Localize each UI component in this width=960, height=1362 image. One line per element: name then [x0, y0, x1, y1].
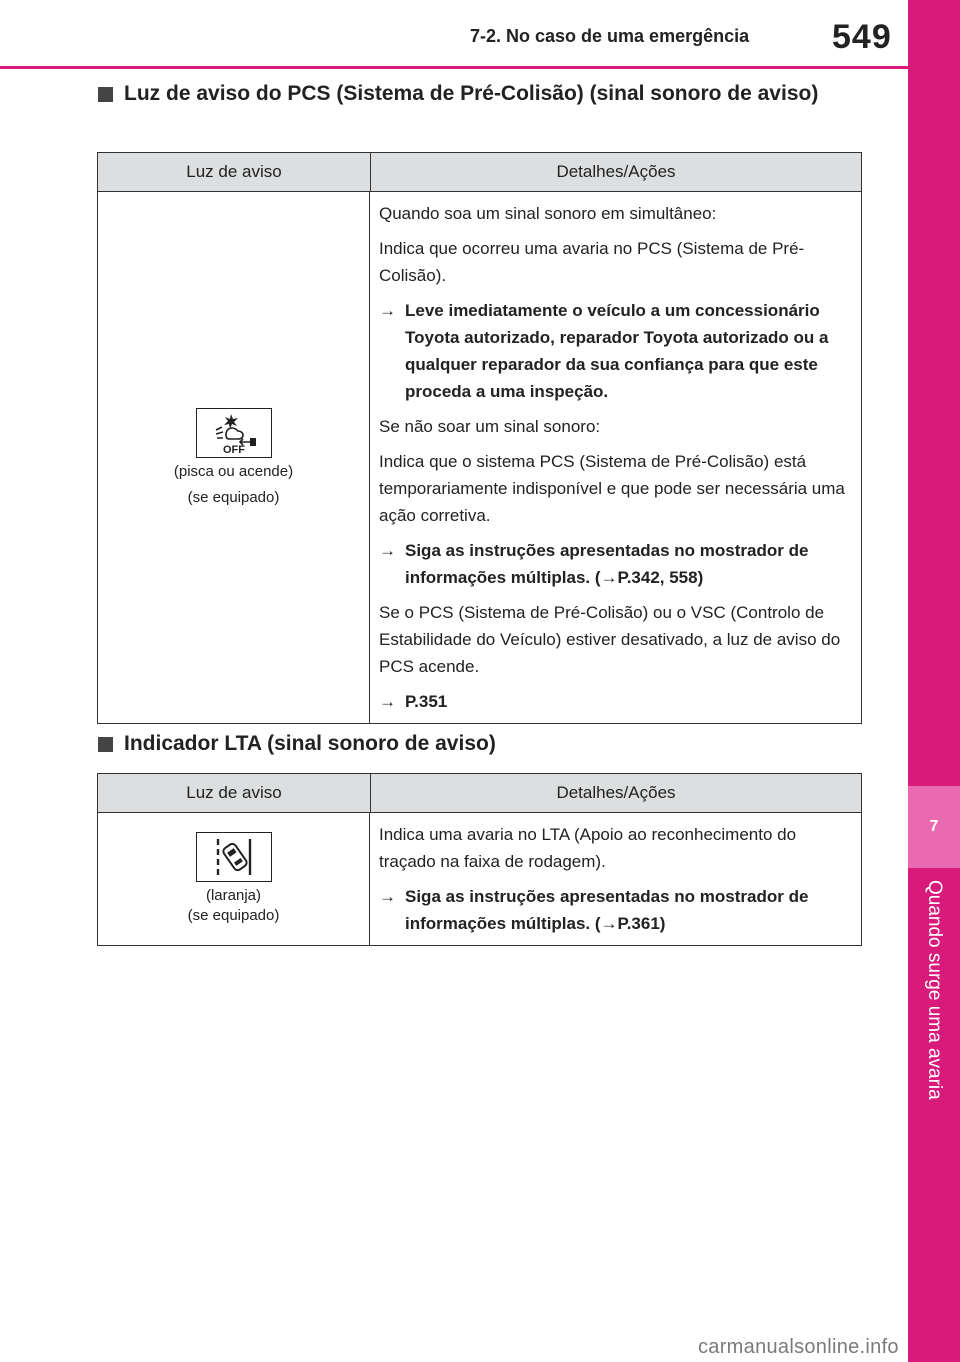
action-text: Siga as instruções apresentadas no mostrador de informações múltiplas. (→P.361): [405, 887, 809, 933]
section2-heading: [98, 728, 858, 760]
table-row: [98, 813, 861, 945]
action-text: Siga as instruções apresentadas no mostrador de informações múltiplas. (→P.342, 558): [405, 541, 809, 587]
detail-text: Indica que o sistema PCS (Sistema de Pré-Colisão) está temporariamente indisponível e que pode ser necessária uma ação corretiva.: [379, 452, 845, 525]
lamp-caption-color: (laranja): [205, 887, 262, 904]
table-header-row: [98, 153, 861, 192]
chapter-title: Quando surge uma avaria: [924, 880, 945, 1100]
arrow-icon: →: [379, 887, 396, 906]
heading-square-marker: [98, 737, 113, 752]
table-header-row: [98, 774, 861, 813]
page-reference: P.351: [405, 692, 448, 711]
action-text: Leve imediatamente o veículo a um concessionário Toyota autorizado, reparador Toyota autorizado ou a qualquer reparador da sua confiança para que este proceda a uma inspeção.: [405, 301, 829, 401]
header-rule: [0, 66, 908, 69]
page-number: 549: [832, 18, 892, 56]
lamp-off-label: OFF: [222, 443, 245, 455]
lamp-caption-equipped: (se equipado): [187, 907, 280, 924]
detail-text: Indica que ocorreu uma avaria no PCS (Sistema de Pré-Colisão).: [379, 239, 805, 285]
col-header-lamp: Luz de aviso: [98, 153, 371, 191]
site-watermark: carmanualsonline.info: [698, 1336, 899, 1358]
arrow-icon: →: [379, 301, 396, 320]
detail-text: Indica uma avaria no LTA (Apoio ao reconhecimento do traçado na faixa de rodagem).: [379, 825, 797, 871]
section1-heading: [98, 78, 858, 110]
action-item: [379, 688, 855, 715]
table-row: [98, 192, 861, 723]
section2-heading-text: Indicador LTA (sinal sonoro de aviso): [124, 732, 496, 755]
action-item: [379, 537, 855, 591]
col-header-details: Detalhes/Ações: [556, 162, 676, 181]
lta-indicator-table: [97, 773, 862, 946]
col-header-lamp: Luz de aviso: [98, 774, 371, 812]
arrow-icon: →: [379, 541, 396, 560]
details-cell: [370, 192, 861, 723]
details-cell: [370, 813, 861, 945]
heading-square-marker: [98, 87, 113, 102]
pcs-warning-table: [97, 152, 862, 724]
action-item: [379, 297, 855, 405]
lamp-cell: [98, 813, 370, 945]
header-title: 7-2. No caso de uma emergência: [470, 26, 750, 46]
section1-heading-text: Luz de aviso do PCS (Sistema de Pré-Colisão) (sinal sonoro de aviso): [124, 82, 819, 105]
pcs-off-warning-icon: [196, 408, 272, 458]
lta-lane-departure-icon: [196, 832, 272, 882]
col-header-details: Detalhes/Ações: [556, 783, 676, 802]
chapter-number: 7: [929, 818, 939, 835]
action-item: [379, 883, 855, 937]
arrow-icon: →: [379, 692, 396, 711]
lamp-cell: [98, 192, 370, 723]
lamp-caption-state: (pisca ou acende): [173, 462, 294, 480]
lamp-caption-equipped: (se equipado): [187, 488, 280, 506]
detail-text: Quando soa um sinal sonoro em simultâneo:: [379, 204, 717, 223]
side-band: [908, 0, 960, 1362]
detail-text: Se o PCS (Sistema de Pré-Colisão) ou o VSC (Controlo de Estabilidade do Veículo) estiver desativado, a luz de aviso do PCS acende.: [379, 603, 841, 676]
detail-text: Se não soar um sinal sonoro:: [379, 417, 601, 436]
chapter-number-tab: [908, 786, 960, 868]
